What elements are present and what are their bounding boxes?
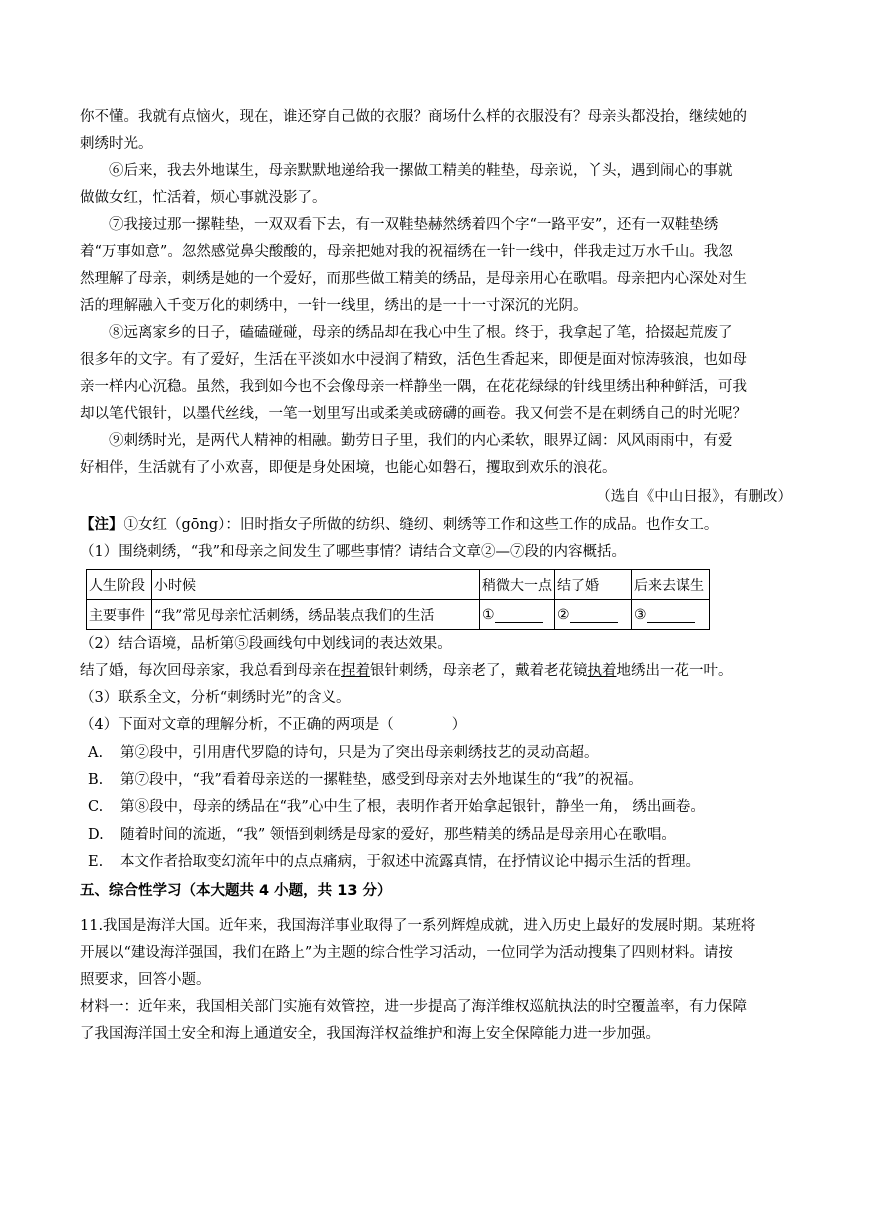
question-11 bbox=[80, 913, 792, 994]
material-1 bbox=[80, 994, 792, 1048]
paragraph-8 bbox=[80, 320, 792, 428]
blank-line bbox=[647, 608, 695, 623]
text-line: 照要求，回答小题。 bbox=[80, 972, 211, 988]
option-label: E. bbox=[88, 854, 104, 870]
text-line: 做做女红，忙活着，烦心事就没影了。 bbox=[80, 190, 327, 206]
blank-line bbox=[495, 608, 543, 623]
text-line: ⑧远离家乡的日子，磕磕碰碰，母亲的绣品却在我心中生了根。终于，我拿起了笔，拾掇起荒废了 bbox=[109, 325, 733, 341]
option-label: D. bbox=[88, 827, 104, 843]
text-line: 好相伴，生活就有了小欢喜，即便是身处困境，也能心如磐石，攫取到欢乐的浪花。 bbox=[80, 460, 617, 476]
answer-blank-1[interactable] bbox=[480, 600, 555, 630]
paragraph-5-continued bbox=[80, 104, 792, 158]
table-cell: 主要事件 bbox=[87, 600, 152, 630]
blank-number: ② bbox=[557, 606, 570, 623]
text-line: 材料一：近年来，我国相关部门实施有效管控，进一步提高了海洋维权巡航执法的时空覆盖率，有力保障 bbox=[80, 999, 747, 1015]
paragraph-9 bbox=[80, 428, 792, 482]
table-header-cell: 结了婚 bbox=[555, 570, 632, 600]
text-line: 很多年的文字。有了爱好，生活在平淡如水中浸润了精致，活色生香起来，即便是面对惊涛骇浪，也如母 bbox=[80, 352, 747, 368]
events-table bbox=[86, 569, 710, 630]
section-heading: 五、综合性学习（本大题共 4 小题，共 13 分） bbox=[80, 883, 392, 899]
option-b[interactable] bbox=[88, 767, 643, 794]
question-3: （3）联系全文，分析“刺绣时光”的含义。 bbox=[80, 690, 351, 706]
text-line: 开展以“建设海洋强国，我们在路上”为主题的综合性学习活动，一位同学为活动搜集了四则材料。请按 bbox=[80, 945, 733, 961]
text-line: 却以笔代银针，以墨代丝线，一笔一划里写出或柔美或磅礴的画卷。我又何尝不是在刺绣自己的时光呢？ bbox=[80, 406, 747, 422]
text-line: 了我国海洋国土安全和海上通道安全，我国海洋权益维护和海上安全保障能力进一步加强。 bbox=[80, 1026, 660, 1042]
note-text: ①女红（gōng）：旧时指女子所做的纺织、缝纫、刺绣等工作和这些工作的成品。也作女工。 bbox=[123, 517, 719, 533]
option-label: A. bbox=[88, 745, 104, 761]
table-header-cell: 小时候 bbox=[152, 570, 480, 600]
table-header-cell: 稍微大一点 bbox=[480, 570, 555, 600]
answer-blank-3[interactable] bbox=[632, 600, 710, 630]
question-2-sentence bbox=[80, 658, 792, 685]
table-header-cell: 后来去谋生 bbox=[632, 570, 710, 600]
option-text: 第⑦段中，“我”看着母亲送的一摞鞋垫，感受到母亲对去外地谋生的“我”的祝福。 bbox=[120, 772, 643, 788]
text-line: 着“万事如意”。忽然感觉鼻尖酸酸的，母亲把她对我的祝福绣在一针一线中，伴我走过万水千山。我忽 bbox=[80, 244, 733, 260]
text-line: 亲一样内心沉稳。虽然，我到如今也不会像母亲一样静坐一隅，在花花绿绿的针线里绣出种种鲜活，可我 bbox=[80, 379, 747, 395]
table-header-cell: 人生阶段 bbox=[87, 570, 152, 600]
paragraph-7 bbox=[80, 212, 792, 320]
text-line: 你不懂。我就有点恼火，现在，谁还穿自己做的衣服？商场什么样的衣服没有？母亲头都没抬，继续她的 bbox=[80, 109, 747, 125]
text-span: 地绣出一花一叶。 bbox=[616, 663, 733, 679]
text-line: 活的理解融入千变万化的刺绣中，一针一线里，绣出的是一十一寸深沉的光阴。 bbox=[80, 298, 588, 314]
blank-line bbox=[570, 608, 618, 623]
table-row bbox=[87, 570, 710, 600]
blank-number: ③ bbox=[634, 606, 647, 623]
text-line: ⑨刺绣时光，是两代人精神的相融。勤劳日子里，我们的内心柔软，眼界辽阔：风风雨雨中，有爱 bbox=[109, 433, 733, 449]
option-e[interactable] bbox=[88, 849, 700, 876]
answer-blank-2[interactable] bbox=[555, 600, 632, 630]
text-span: 结了婚，每次回母亲家，我总看到母亲在 bbox=[80, 663, 341, 679]
option-text: 第⑧段中，母亲的绣品在“我”心中生了根，表明作者开始拿起银针，静坐一角， 绣出画卷。 bbox=[120, 799, 705, 815]
text-line: 然理解了母亲，刺绣是她的一个爱好，而那些做工精美的绣品，是母亲用心在歌唱。母亲把内心深处对生 bbox=[80, 271, 747, 287]
underlined-word: 捏着 bbox=[341, 663, 370, 679]
option-a[interactable] bbox=[88, 740, 599, 767]
question-1: （1）围绕刺绣，“我”和母亲之间发生了哪些事情？请结合文章②—⑦段的内容概括。 bbox=[80, 544, 627, 560]
question-4: （4）下面对文章的理解分析，不正确的两项是（ ） bbox=[80, 717, 467, 733]
annotation-note bbox=[80, 512, 792, 539]
option-d[interactable] bbox=[88, 822, 676, 849]
blank-number: ① bbox=[482, 606, 495, 623]
option-label: C. bbox=[88, 799, 104, 815]
question-2: （2）结合语境，品析第⑤段画线句中划线词的表达效果。 bbox=[80, 636, 452, 652]
paragraph-6 bbox=[80, 158, 792, 212]
text-line: ⑦我接过那一摞鞋垫，一双双看下去，有一双鞋垫赫然绣着四个字“一路平安”，还有一双鞋垫绣 bbox=[109, 217, 719, 233]
option-c[interactable] bbox=[88, 794, 705, 821]
table-cell: “我”常见母亲忙活刺绣，绣品装点我们的生活 bbox=[152, 600, 480, 630]
source-citation: （选自《中山日报》，有删改） bbox=[596, 489, 792, 505]
text-span: 银针刺绣，母亲老了，戴着老花镜 bbox=[370, 663, 588, 679]
underlined-word: 执着 bbox=[587, 663, 617, 679]
option-text: 本文作者拾取变幻流年中的点点痛病，于叙述中流露真情，在抒情议论中揭示生活的哲理。 bbox=[120, 854, 700, 870]
text-line: 11.我国是海洋大国。近年来，我国海洋事业取得了一系列辉煌成就，进入历史上最好的发展时期。某班将 bbox=[80, 918, 756, 934]
table-row bbox=[87, 600, 710, 630]
option-text: 随着时间的流逝，“我” 领悟到刺绣是母家的爱好，那些精美的绣品是母亲用心在歌唱。 bbox=[120, 827, 676, 843]
note-label: 【注】 bbox=[80, 517, 124, 533]
option-label: B. bbox=[88, 772, 104, 788]
option-text: 第②段中，引用唐代罗隐的诗句，只是为了突出母亲刺绣技艺的灵动高超。 bbox=[120, 745, 599, 761]
text-line: ⑥后来，我去外地谋生，母亲默默地递给我一摞做工精美的鞋垫，母亲说，丫头，遇到闹心的事就 bbox=[109, 163, 733, 179]
text-line: 刺绣时光。 bbox=[80, 136, 153, 152]
